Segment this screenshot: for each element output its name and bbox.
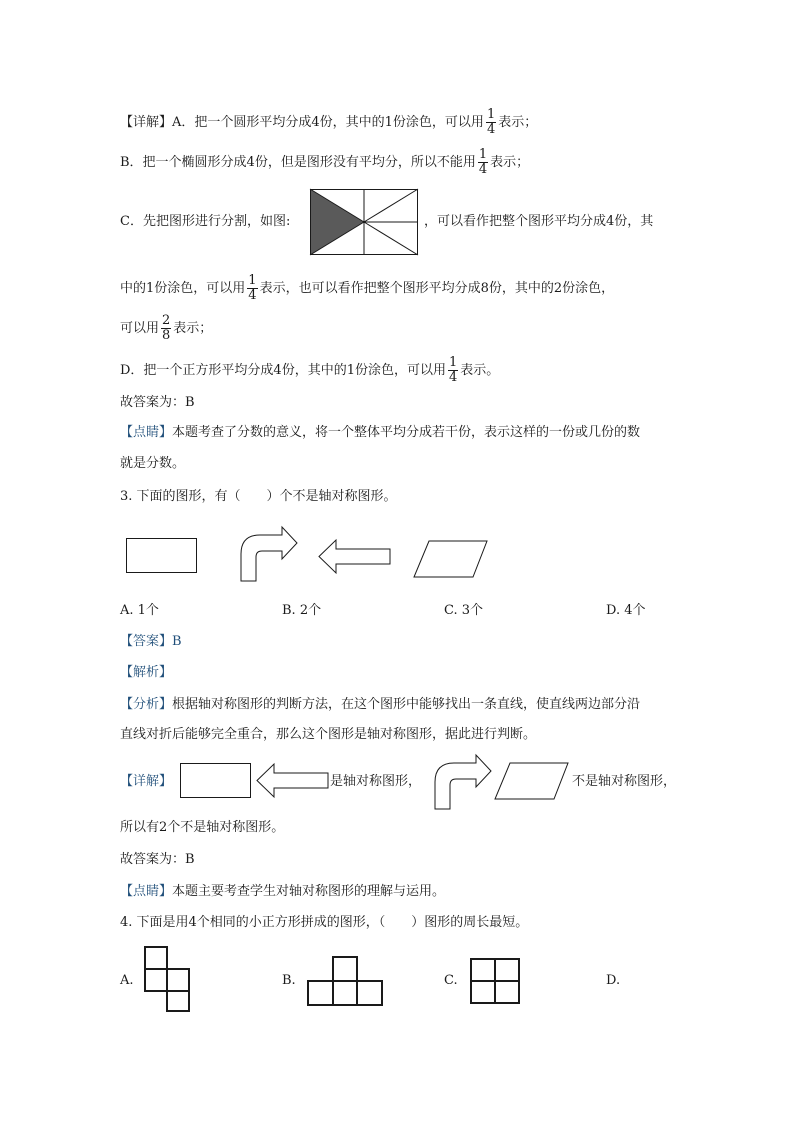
q4-figure-a: [144, 946, 192, 1012]
q3-option-b: B. 2个: [282, 603, 322, 618]
detail-rectangle-figure: [180, 763, 252, 799]
q3-stem: 3. 下面的图形，有（ ）个不是轴对称图形。: [120, 489, 397, 504]
fraction: $\frac{1}{4}$: [478, 147, 488, 177]
q2-comment-1: 【点睛】本题考查了分数的意义，将一个整体平均分成若干份，表示这样的一份或几份的数: [120, 425, 641, 440]
parallelogram-figure: [413, 540, 489, 578]
fraction: $\frac{2}{8}$: [162, 313, 171, 343]
q3-detail-symmetric: 是轴对称图形，: [330, 774, 422, 789]
q3-analysis-1: 【分析】根据轴对称图形的判断方法，在这个图形中能够找出一条直线，使直线两边部分沿: [120, 697, 641, 712]
divided-rectangle-figure: [310, 189, 418, 255]
bent-arrow-figure: [240, 526, 300, 582]
detail-line-b: B．把一个椭圆形分成4份，但是图形没有平均分，所以不能用 $\frac{1}{4}$ 表示；: [120, 147, 530, 177]
q3-option-a: A. 1个: [120, 603, 159, 618]
q3-detail-tag: 【详解】: [120, 774, 173, 789]
detail-line-c2: 中的1份涂色，可以用 $\frac{1}{4}$ 表示，也可以看作把整个图形平均分成8份，其中的2份涂色，: [120, 273, 615, 303]
q3-comment: 【点睛】本题主要考查学生对轴对称图形的理解与运用。: [120, 884, 446, 899]
q3-analysis-title: 【解析】: [120, 665, 173, 680]
q4-figure-c: [470, 958, 520, 1004]
detail-bent-arrow-figure: [434, 754, 494, 810]
q4-figure-b: [307, 956, 383, 1006]
q4-option-b: B.: [282, 973, 296, 988]
detail-line-a: 【详解】A．把一个圆形平均分成4份，其中的1份涂色，可以用 $\frac{1}{4}$ 表示；: [120, 107, 538, 137]
q3-detail-2: 所以有2个不是轴对称图形。: [120, 820, 285, 835]
detail-line-c1-post: ，可以看作把整个图形平均分成4份，其: [424, 214, 654, 229]
left-arrow-figure: [318, 539, 392, 575]
detail-line-c3: 可以用 $\frac{2}{8}$ 表示；: [120, 313, 213, 343]
q4-option-c: C.: [444, 973, 458, 988]
q3-analysis-2: 直线对折后能够完全重合，那么这个图形是轴对称图形，据此进行判断。: [120, 727, 537, 742]
q3-detail-nonsymmetric: 不是轴对称图形，: [572, 774, 677, 789]
q4-option-d: D.: [606, 973, 621, 988]
fraction: $\frac{1}{4}$: [448, 355, 458, 385]
q4-stem: 4. 下面是用4个相同的小正方形拼成的图形，（ ）图形的周长最短。: [120, 915, 529, 930]
fraction: $\frac{1}{4}$: [486, 107, 496, 137]
q3-final: 故答案为：B: [120, 852, 195, 867]
q2-comment-2: 就是分数。: [120, 456, 186, 471]
q3-option-c: C. 3个: [444, 603, 484, 618]
detail-line-c1: C．先把图形进行分割，如图:: [120, 214, 291, 229]
q2-answer: 故答案为：B: [120, 395, 195, 410]
detail-line-d: D．把一个正方形平均分成4份，其中的1份涂色，可以用 $\frac{1}{4}$ 表示。: [120, 355, 500, 385]
rectangle-figure: [126, 538, 198, 574]
detail-parallelogram-figure: [494, 762, 570, 800]
q3-option-d: D. 4个: [606, 603, 646, 618]
fraction: $\frac{1}{4}$: [248, 273, 257, 303]
q3-answer: 【答案】B: [120, 634, 182, 649]
q4-option-a: A.: [120, 973, 134, 988]
detail-left-arrow-figure: [256, 763, 330, 799]
